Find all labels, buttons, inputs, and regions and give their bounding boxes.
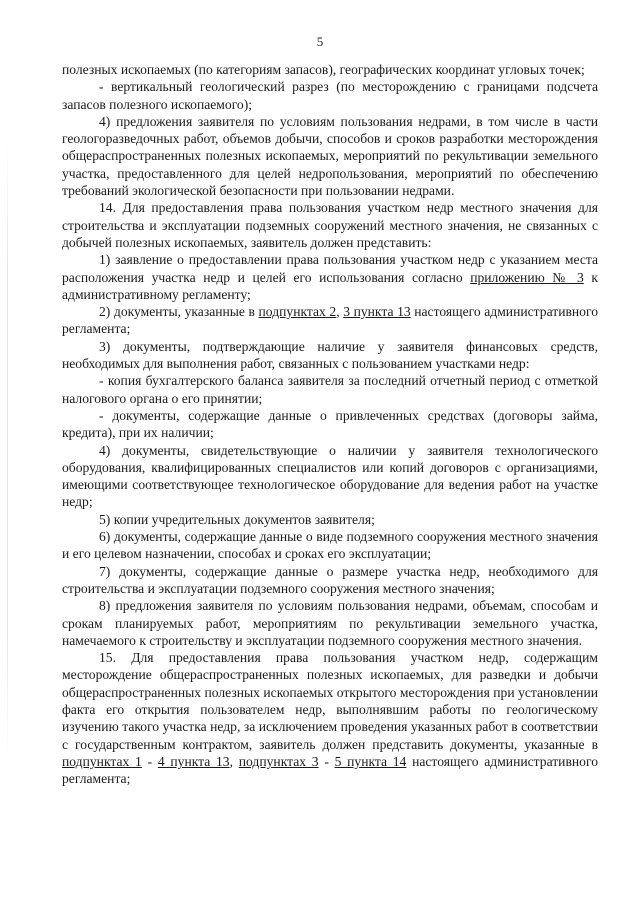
paragraph <box>62 442 598 511</box>
text-run: - копия бухгалтерского баланса заявителя за последний отчетный период с отметкой налогового органа о его принятии; <box>62 373 598 406</box>
text-run: 7) документы, содержащие данные о размере участка недр, необходимого для строительства и эксплуатации подземного сооружения местного значения; <box>62 563 598 596</box>
text-run: 4) документы, свидетельствующие о наличии у заявителя технологического оборудования, квалифицированных специалистов или копий договоров с организациями, имеющими соответствующее технологическое оборудование для ведения работ на участке недр; <box>62 442 598 510</box>
paragraph <box>62 372 598 407</box>
paragraph <box>62 597 598 649</box>
paragraph <box>62 649 598 787</box>
page-number: 5 <box>316 34 324 49</box>
text-run: 15. Для предоставления права пользования участком недр, содержащим месторождение общераспространенных полезных ископаемых, для разведки и добычи общераспространенных полезных ископаемых открытого месторождения при установлении факта его открытия пользователем недр, выполнявшим работы по геологическому изучению такого участка недр, за исключением проведения указанных работ в соответствии с государственным контрактом, заявитель должен представить документы, указанные в <box>62 650 598 752</box>
text-run: 1) заявление о предоставлении права пользования участком недр с указанием места расположения участка недр и целей его использования согласно <box>62 252 598 285</box>
text-run: 5) копии учредительных документов заявителя; <box>99 511 375 527</box>
cross-reference-link[interactable]: приложению № 3 <box>470 269 584 285</box>
paragraph <box>62 303 598 338</box>
text-run: к административному регламенту; <box>62 269 598 302</box>
cross-reference-link[interactable]: подпунктах 1 <box>62 753 142 769</box>
paragraph <box>62 78 598 113</box>
cross-reference-link[interactable]: подпунктах 2 <box>258 304 337 320</box>
text-run: 3) документы, подтверждающие наличие у заявителя финансовых средств, необходимых для выполнения работ, связанных с пользованием участками недр: <box>62 338 598 372</box>
paragraph <box>62 338 598 373</box>
text-run: настоящего административного регламента; <box>62 304 598 337</box>
document-body <box>62 61 598 787</box>
paragraph <box>62 113 598 199</box>
text-run: настоящего административного регламента; <box>62 753 598 787</box>
paragraph <box>62 563 598 598</box>
scan-edge-shadow <box>7 140 8 760</box>
paragraph <box>62 407 598 442</box>
text-run: , <box>229 753 239 769</box>
paragraph <box>62 528 598 563</box>
text-run: 8) предложения заявителя по условиям пользования недрами, объемам, способам и срокам планируемых работ, мероприятиям по рекультивации земельного участка, намечаемого к строительству и эксплуатации подземного сооружения местного значения. <box>62 598 598 648</box>
text-run: 4) предложения заявителя по условиям пользования недрами, в том числе в части геологоразведочных работ, объемов добычи, способов и сроков разработки месторождения общераспространенных полезных ископаемых, мероприятий по рекультивации земельного участка, предоставленного для целей недропользования, мероприятий по обеспечению требований экологической безопасности при пользовании недрами. <box>62 113 598 199</box>
text-run: - документы, содержащие данные о привлеченных средствах (договоры займа, кредита), при их наличии; <box>62 407 598 441</box>
text-run: - <box>141 753 158 769</box>
paragraph <box>62 61 598 78</box>
cross-reference-link[interactable]: 3 пункта 13 <box>343 304 411 320</box>
text-run: 6) документы, содержащие данные о виде подземного сооружения местного значения и его целевом назначении, способах и сроках его эксплуатации; <box>62 529 598 562</box>
text-run: 14. Для предоставления права пользования участком недр местного значения для строительства и эксплуатации подземных сооружений местного значения, не связанных с добычей полезных ископаемых, заявитель должен представить: <box>62 200 598 250</box>
text-run: 2) документы, указанные в <box>99 304 259 320</box>
text-run: - <box>318 753 335 769</box>
cross-reference-link[interactable]: подпунктах 3 <box>238 753 319 769</box>
paragraph <box>62 251 598 303</box>
text-run: полезных ископаемых (по категориям запасов), географических координат угловых точек; <box>62 62 585 77</box>
cross-reference-link[interactable]: 4 пункта 13 <box>157 753 230 769</box>
cross-reference-link[interactable]: 5 пункта 14 <box>334 753 407 769</box>
paragraph <box>62 199 598 251</box>
text-run: - вертикальный геологический разрез (по месторождению с границами подсчета запасов полезного ископаемого); <box>62 79 598 112</box>
paragraph <box>62 511 598 528</box>
text-run: , <box>336 304 344 320</box>
